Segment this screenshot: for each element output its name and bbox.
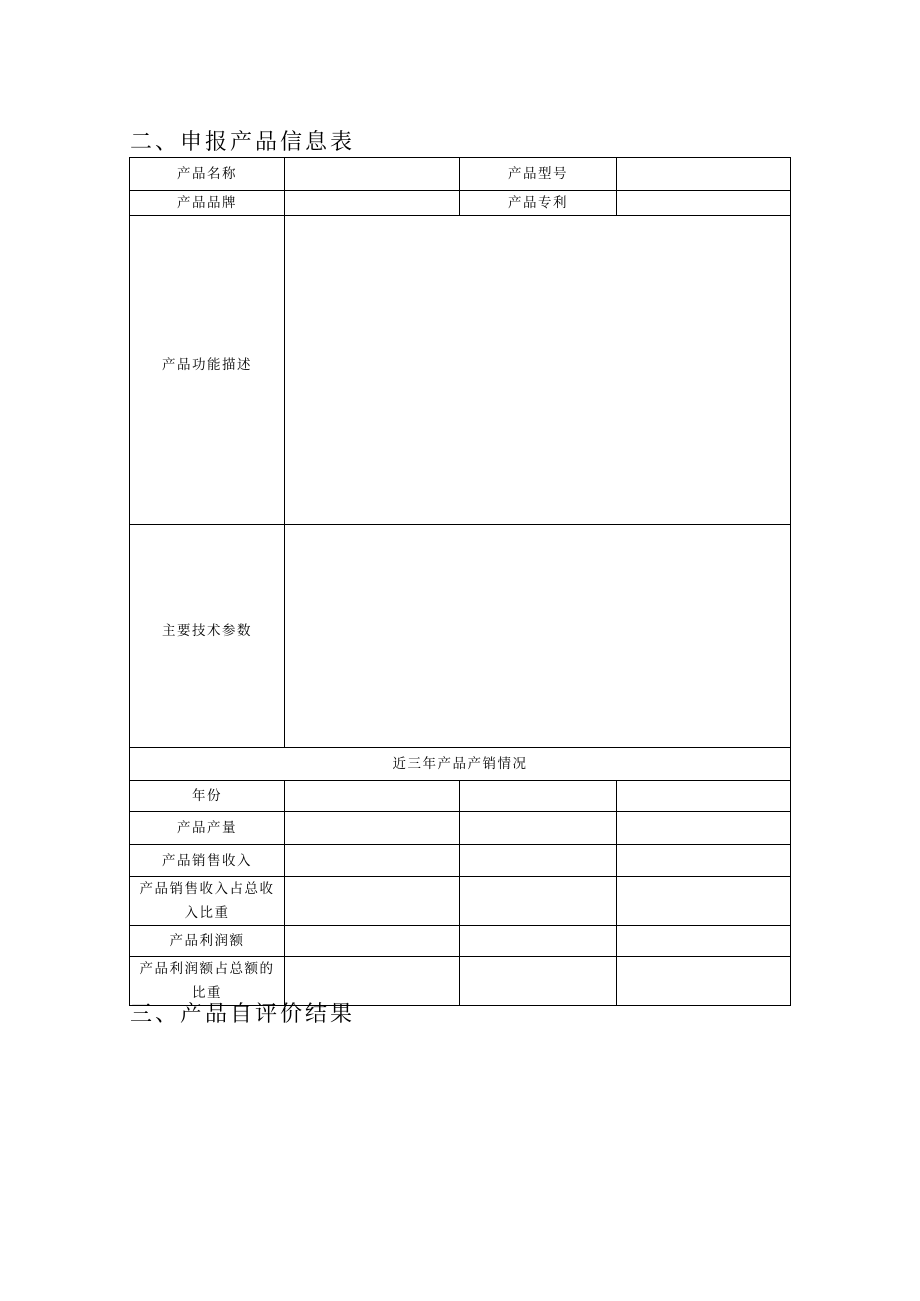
product-name-field[interactable] xyxy=(285,158,460,191)
output-field-1[interactable] xyxy=(285,812,460,845)
year-field-1[interactable] xyxy=(285,781,460,812)
revenue-field-2[interactable] xyxy=(460,845,617,877)
revenue-field-1[interactable] xyxy=(285,845,460,877)
product-info-table xyxy=(129,157,791,1006)
section-title-product-info: 二、申报产品信息表 xyxy=(130,130,356,155)
revenue-label: 产品销售收入 xyxy=(130,845,285,877)
row-profit-share xyxy=(130,957,791,1006)
row-sales-header xyxy=(130,748,791,781)
profit-label: 产品利润额 xyxy=(130,926,285,957)
output-field-2[interactable] xyxy=(460,812,617,845)
profit-share-field-1[interactable] xyxy=(285,957,460,1006)
main-params-field[interactable] xyxy=(285,525,791,748)
row-product-brand xyxy=(130,191,791,216)
row-year xyxy=(130,781,791,812)
revenue-share-field-3[interactable] xyxy=(617,877,791,926)
profit-field-3[interactable] xyxy=(617,926,791,957)
product-function-label: 产品功能描述 xyxy=(130,216,285,525)
year-field-2[interactable] xyxy=(460,781,617,812)
sales-section-header: 近三年产品产销情况 xyxy=(130,748,791,781)
profit-share-field-2[interactable] xyxy=(460,957,617,1006)
revenue-field-3[interactable] xyxy=(617,845,791,877)
profit-share-label: 产品利润额占总额的比重 xyxy=(130,957,285,1006)
output-label: 产品产量 xyxy=(130,812,285,845)
row-revenue-share xyxy=(130,877,791,926)
year-label: 年份 xyxy=(130,781,285,812)
revenue-share-field-1[interactable] xyxy=(285,877,460,926)
profit-field-2[interactable] xyxy=(460,926,617,957)
row-output xyxy=(130,812,791,845)
product-patent-field[interactable] xyxy=(617,191,791,216)
profit-share-field-3[interactable] xyxy=(617,957,791,1006)
row-product-name xyxy=(130,158,791,191)
product-brand-field[interactable] xyxy=(285,191,460,216)
product-name-label: 产品名称 xyxy=(130,158,285,191)
row-profit xyxy=(130,926,791,957)
output-field-3[interactable] xyxy=(617,812,791,845)
row-revenue xyxy=(130,845,791,877)
profit-field-1[interactable] xyxy=(285,926,460,957)
main-params-label: 主要技术参数 xyxy=(130,525,285,748)
product-brand-label: 产品品牌 xyxy=(130,191,285,216)
product-function-field[interactable] xyxy=(285,216,791,525)
product-patent-label: 产品专利 xyxy=(460,191,617,216)
product-model-field[interactable] xyxy=(617,158,791,191)
section-title-self-evaluation: 三、产品自评价结果 xyxy=(130,1002,356,1027)
row-product-function xyxy=(130,216,791,525)
year-field-3[interactable] xyxy=(617,781,791,812)
revenue-share-label: 产品销售收入占总收入比重 xyxy=(130,877,285,926)
product-model-label: 产品型号 xyxy=(460,158,617,191)
revenue-share-field-2[interactable] xyxy=(460,877,617,926)
row-main-params xyxy=(130,525,791,748)
